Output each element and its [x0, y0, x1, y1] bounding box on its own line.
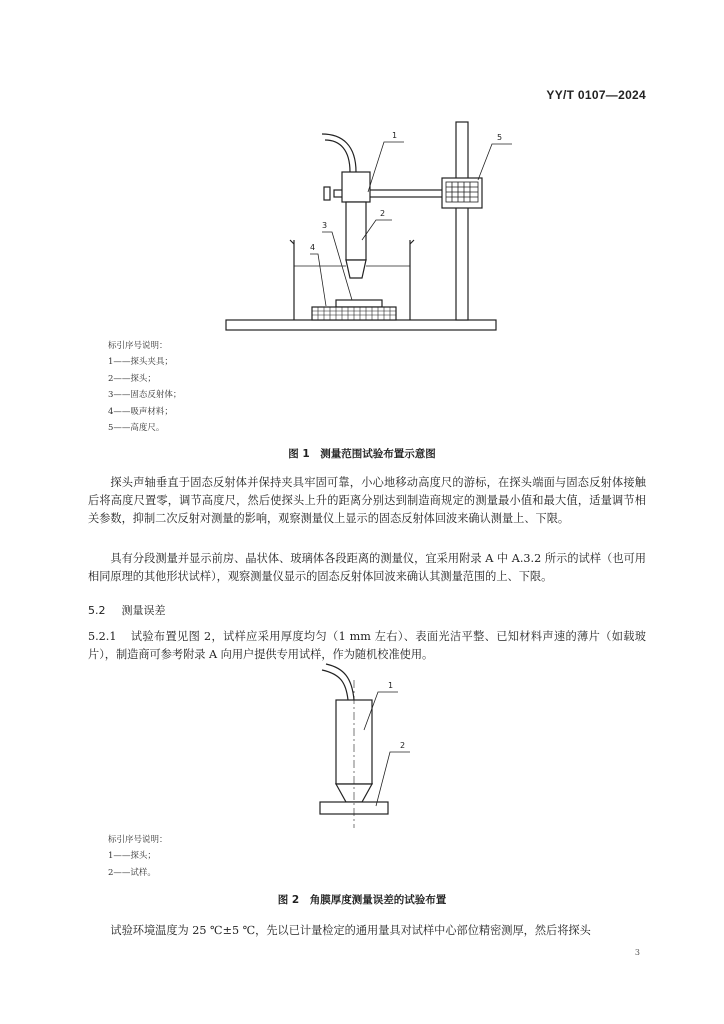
- section-title: 测量误差: [121, 604, 166, 617]
- callout-5: 5: [497, 133, 503, 142]
- height-gauge-column: [456, 122, 468, 320]
- base-plate: [226, 320, 496, 330]
- legend-item: 1——探头夹具；: [108, 357, 173, 368]
- legend-item: 5——高度尺。: [108, 423, 165, 434]
- figure-2-caption: 图 2 角膜厚度测量误差的试验布置: [277, 894, 447, 906]
- section-heading: [88, 602, 182, 618]
- probe-body: [346, 202, 366, 260]
- legend-item: 1——探头；: [108, 851, 156, 862]
- clause-text: 试验布置见图 2，试样应采用厚度均匀（1 mm 左右）、表面光洁平整、已知材料声速的薄片（如载玻片），制造商可参考附录 A 向用户提供专用试样，作为随机校准使用。: [88, 630, 646, 661]
- probe-clamp: [342, 172, 370, 202]
- body-paragraph: [88, 628, 646, 664]
- callout-2: 2: [380, 209, 386, 218]
- callout-1: 1: [392, 131, 398, 140]
- callout-1: 1: [388, 681, 394, 690]
- legend-item: 3——固态反射体；: [108, 390, 182, 401]
- body-paragraph: 试验环境温度为 25 ℃±5 ℃，先以已计量检定的通用量具对试样中心部位精密测厚，然后将探头: [110, 924, 591, 937]
- figure-1-legend: [108, 338, 181, 436]
- callout-4: 4: [310, 243, 316, 252]
- page-number: 3: [634, 948, 640, 957]
- body-paragraph: 具有分段测量并显示前房、晶状体、玻璃体各段距离的测量仪，宜采用附录 A 中 A.3.2 所示的试样（也可用相同原理的其他形状试样），观察测量仪显示的固态反射体回波来确认其测量范围的上、下限。: [88, 552, 646, 583]
- solid-reflector: [336, 300, 382, 307]
- clause-number: 5.2.1: [88, 630, 117, 643]
- figure-2-legend: [108, 832, 168, 881]
- figure-2-diagram: [0, 660, 724, 830]
- figure-1-diagram: [0, 0, 724, 340]
- gauge-slider: [442, 178, 482, 208]
- legend-item: 2——探头；: [108, 373, 156, 384]
- standard-code: YY/T 0107—2024: [546, 88, 646, 102]
- legend-item: 4——吸声材料；: [108, 406, 173, 417]
- legend-title: 标引序号说明：: [108, 835, 168, 845]
- legend-item: 2——试样。: [108, 867, 156, 878]
- callout-2: 2: [400, 741, 406, 750]
- body-paragraph: 探头声轴垂直于固态反射体并保持夹具牢固可靠，小心地移动高度尺的游标，在探头端面与固态反射体接触后将高度尺置零，调节高度尺，然后使探头上升的距离分别达到制造商规定的测量最小值和最大值，适量调节相关参数，抑制二次反射对测量的影响，观察测量仪上显示的固态反射体回波来确认测量上、下限。: [88, 476, 646, 525]
- section-number: 5.2: [88, 604, 106, 617]
- figure-1-caption: 图 1 测量范围试验布置示意图: [288, 448, 436, 460]
- callout-3: 3: [322, 221, 328, 230]
- legend-title: 标引序号说明：: [108, 341, 168, 351]
